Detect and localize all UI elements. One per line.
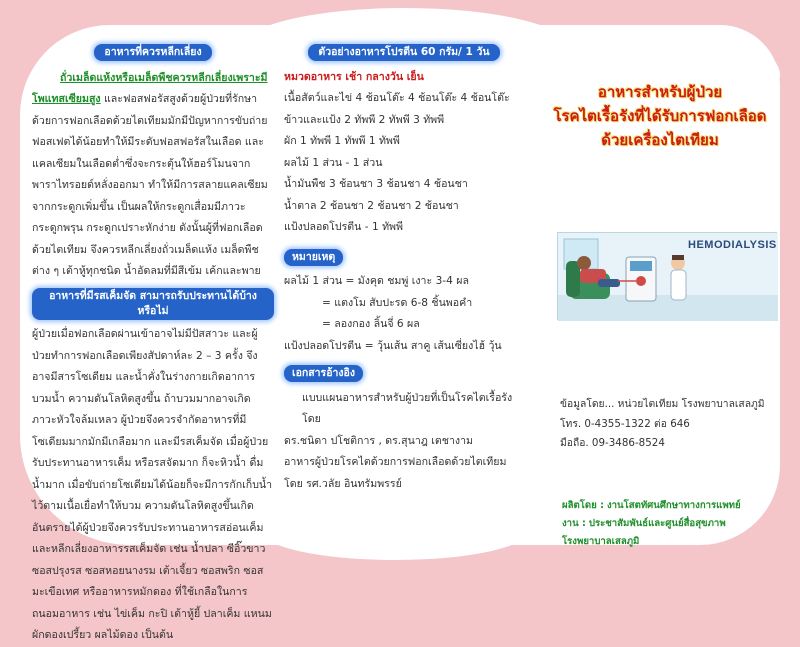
credits-block <box>562 497 782 551</box>
title-line: โรคไตเรื้อรังที่ได้รับการฟอกเลือด <box>553 107 767 125</box>
beans-link[interactable]: ถั่วเมล็ดแห้งหรือเมล็ดพืชควรหลีกเลี่ยงเพราะมีโพแทสเซียมสูง <box>32 71 268 105</box>
title-line: อาหารสำหรับผู้ป่วย <box>597 83 723 101</box>
reference-line: แบบแผนอาหารสำหรับผู้ป่วยที่เป็นโรคไตเรื้อรัง โดย <box>302 391 513 425</box>
contact-phone: โทร. 0-4355-1322 ต่อ 646 <box>560 417 690 430</box>
protein-example-heading: ตัวอย่างอาหารโปรตีน 60 กรัม/ 1 วัน <box>308 44 499 61</box>
reference-line: อาหารผู้ป่วยโรคไตด้วยการฟอกเลือดด้วยไตเทียม <box>284 456 507 468</box>
reference-line: ดร.ชนิดา ปโชติการ , ดร.สุนาฎ เตชางาม <box>284 434 474 447</box>
food-line: แป้งปลอดโปรตีน - 1 ทัพพี <box>284 221 404 233</box>
work-value: ประชาสัมพันธ์และศูนย์สื่อสุขภาพ <box>588 518 726 529</box>
work-unit <box>562 515 782 533</box>
title-line: ด้วยเครื่องไตเทียม <box>601 131 719 149</box>
right-panel <box>540 80 780 152</box>
hemodialysis-illustration <box>557 232 777 320</box>
note-line: ผลไม้ 1 ส่วน = มังคุด ชมพู่ เงาะ 3-4 ผล <box>284 275 469 287</box>
brochure-title <box>540 80 780 152</box>
note-line: แป้งปลอดโปรตีน = วุ้นเส้น สาคู เส้นเซี่ยงไฮ้ วุ้น <box>284 339 502 352</box>
avoid-foods-heading: อาหารที่ควรหลีกเลี่ยง <box>94 44 211 61</box>
contact-mobile: มือถือ. 09-3486-8524 <box>560 437 665 449</box>
food-line: เนื้อสัตว์และไข่ 4 ช้อนโต๊ะ 4 ช้อนโต๊ะ 4 ช้อนโต๊ะ <box>284 92 510 104</box>
meal-columns-subhead: หมวดอาหาร เช้า กลางวัน เย็น <box>284 70 424 83</box>
note-line: = ลองกอง ลิ้นจี่ 6 ผล <box>322 318 420 330</box>
work-label: งาน : <box>562 518 586 529</box>
hemodialysis-label: HEMODIALYSIS <box>688 239 777 251</box>
produced-label: ผลิตโดย : <box>562 500 604 511</box>
produced-by <box>562 497 782 515</box>
food-line: ผลไม้ 1 ส่วน - 1 ส่วน <box>284 156 383 169</box>
salty-foods-paragraph: ผู้ป่วยเมื่อฟอกเลือดผ่านเข้าอาจไม่มีปัสสาวะ และผู้ป่วยทำการฟอกเลือดเพียงสัปดาห์ละ 2 – 3 ครั้ง จึงอาจมีสารโซเดียม และน้ำคั่งในร่างกายเกิดอาการบวมน้ำ ความดันโลหิตสูงขึ้น ถ้าบวมมากอาจเกิดภาวะหัวใจล้มเหลว ผู้ป่วยจึงควรจำกัดอาหารที่มีโซเดียมมากมักมีเกลือมาก และมีรสเค็มจัด เมื่อผู้ป่วยรับประทานอาหารเค็ม หรือรสจัดมาก ก็จะหิวน้ำ ดื่มน้ำมาก เมื่อขับถ่ายโซเดียมได้น้อยก็จะมีการกักเก็บน้ำไว้ตามเนื้อเยื่อทำให้บวม ความดันโลหิตสูงขึ้นเกิดอันตรายได้ผู้ป่วยจึงควรรับประทานอาหารสอ่อนเค็มและหลีกเลี่ยงอาหารรสเค็มจัด เช่น น้ำปลา ซีอิ๊วขาว ซอสปรุงรส ซอสหอยนางรม เต้าเจี้ยว ซอสพริก ซอสมะเขือเทศ หรืออาหารหมักดอง ที่ใช้เกลือในการถนอมอาหาร เช่น ไข่เค็ม กะปิ เต้าหู้ยี้ ปลาเค็ม แหนม ผักดองเปรี้ยว ผลไม้ดอง เป็นต้น <box>32 328 273 641</box>
note-line: = แตงโม สับปะรด 6-8 ชิ้นพอคำ <box>322 296 473 309</box>
food-line: น้ำมันพืช 3 ช้อนชา 3 ช้อนชา 4 ช้อนชา <box>284 178 468 190</box>
references-heading: เอกสารอ้างอิง <box>284 365 363 382</box>
contact-block <box>560 395 782 454</box>
hospital-name: โรงพยาบาลเสลภูมิ <box>562 536 640 547</box>
left-panel <box>32 42 274 647</box>
produced-value: งานโสตทัศนศึกษาทางการแพทย์ <box>606 500 741 511</box>
salty-foods-heading: อาหารที่มีรสเค็มจัด สามารถรับประทานได้บ้าง หรือไม่ <box>32 288 274 320</box>
notes-heading: หมายเหตุ <box>284 249 343 266</box>
avoid-foods-text: และฟอสฟอรัสสูงด้วยผู้ป่วยที่รักษาด้วยการฟอกเลือดด้วยไตเทียมมักมีปัญหาการขับถ่ายฟอสเฟตได้น้อยทำให้มีระดับฟอสฟอรัสในเลือด และแคลเซียมในเลือดต่ำซึ่งจะกระตุ้นให้ฮอร์โมนจากพาราไทรอยด์หลั่งออกมา ทำให้มีการสลายแคลเซียมจากกระดูกเพิ่มขึ้น เป็นผลให้กระดูกเสื่อมมีภาวะกระดูกพรุน กระดูกเปราะหักง่าย ดังนั้นผู้ที่ฟอกเลือดด้วยไตเทียม จึงควรหลีกเลี่ยงถั่วเมล็ดแห้ง เมล็ดพืชต่าง ๆ เต้าหู้ทุกชนิด น้ำอัดลมที่มีสีเข้ม เค้กและพาย <box>32 93 268 277</box>
avoid-foods-paragraph <box>32 68 274 283</box>
food-line: น้ำตาล 2 ช้อนชา 2 ช้อนชา 2 ช้อนชา <box>284 199 459 212</box>
contact-line: ข้อมูลโดย... หน่วยไตเทียม โรงพยาบาลเสลภูมิ <box>560 398 765 410</box>
middle-panel <box>284 42 524 495</box>
paper-lobe-bottom <box>260 500 530 560</box>
food-line: ข้าวและแป้ง 2 ทัพพี 2 ทัพพี 3 ทัพพี <box>284 113 445 126</box>
food-line: ผัก 1 ทัพพี 1 ทัพพี 1 ทัพพี <box>284 135 400 147</box>
reference-line: โดย รศ.วลัย อินทรัมพรรย์ <box>284 477 402 490</box>
